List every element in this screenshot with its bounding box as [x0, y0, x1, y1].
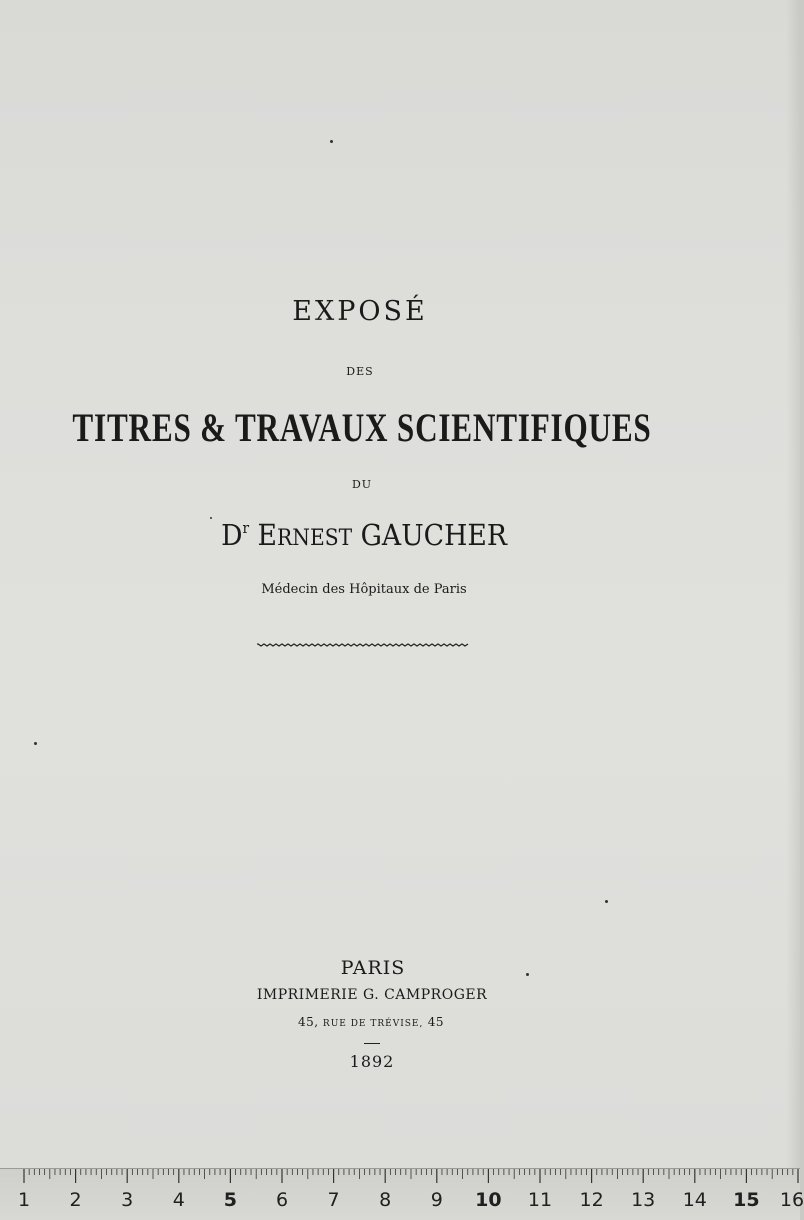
address-street: RUE DE TRÉVISE,: [322, 1019, 424, 1029]
ruler-label: 11: [527, 1189, 553, 1211]
ruler-label: 8: [379, 1189, 392, 1211]
address-number: 45,: [298, 1015, 319, 1029]
des-word: DES: [346, 365, 374, 378]
author-role: Médecin des Hôpitaux de Paris: [261, 582, 467, 597]
ruler-label: 9: [430, 1189, 443, 1211]
ruler-label: 7: [327, 1189, 340, 1211]
ruler-label: 14: [682, 1189, 707, 1211]
du-word: DU: [351, 478, 373, 491]
paper-speck: [34, 742, 37, 745]
author-prefix-superscript: r: [242, 519, 250, 537]
short-dash: [364, 1043, 380, 1044]
paper-speck: [526, 973, 529, 976]
paper-speck: [330, 140, 333, 143]
ruler-label: 16: [779, 1189, 804, 1211]
printer-name: IMPRIMERIE G. CAMPROGER: [256, 987, 488, 1003]
printer-address: [0, 1015, 771, 1029]
publication-place: PARIS: [340, 957, 406, 979]
main-title: TITRES & TRAVAUX SCIENTIFIQUES: [72, 405, 652, 450]
author-first-rest: RNEST: [277, 526, 353, 551]
ruler-label: 1: [17, 1189, 31, 1211]
ruler-label: 12: [579, 1189, 604, 1211]
paper-speck: [605, 900, 608, 903]
ruler-label: 4: [172, 1189, 185, 1211]
author-last-name: GAUCHER: [360, 518, 507, 552]
decorative-rule: [258, 642, 468, 648]
author-first-initial: E: [257, 518, 278, 552]
ruler-label: 6: [275, 1189, 289, 1211]
paper-speck: [210, 517, 212, 519]
publication-year: 1892: [349, 1052, 395, 1071]
ruler-label: 5: [223, 1189, 238, 1211]
author-prefix: D: [221, 518, 243, 552]
ruler-label: 13: [631, 1189, 656, 1211]
ruler-ticks: [0, 1169, 800, 1189]
ruler-label: 2: [69, 1189, 82, 1211]
author-name: [0, 518, 732, 552]
ruler-label: 10: [475, 1189, 502, 1211]
address-number-2: 45: [427, 1015, 444, 1029]
ruler-label: 15: [733, 1189, 760, 1211]
ruler-label: 3: [121, 1189, 134, 1211]
measuring-ruler: [0, 1168, 804, 1220]
expose-heading: EXPOSÉ: [292, 296, 428, 327]
